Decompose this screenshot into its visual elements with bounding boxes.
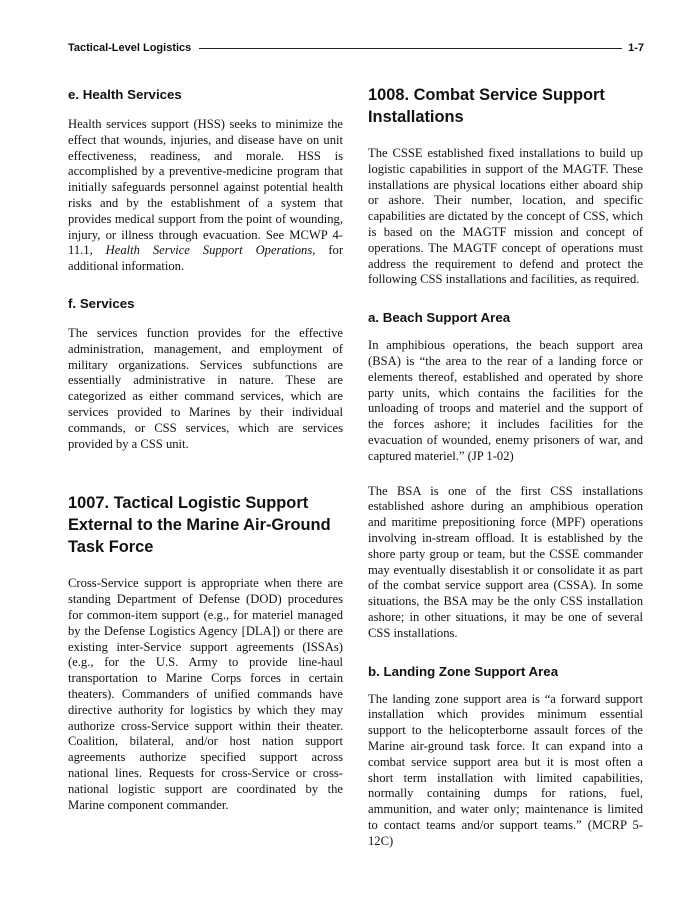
beach-support-area-paragraph-2: The BSA is one of the first CSS installations established ashore during an amphibious operation and maritime prepositioning force (MPF) operations involving in-stream offload. It is established by the shore party group or team, but the CSSE commander may eventually disestablish it or consolidate it as part of the combat service support area (CSSA). In some situations, the BSA may be the only CSS installation ashore; in other situations, it may be one of several CSS installations. — [368, 483, 643, 640]
right-column — [368, 84, 643, 849]
landing-zone-support-area-paragraph: The landing zone support area is “a forward support installation which provides minimum essential support to the helicopterborne assault forces of the Marine air-ground task force. It can expand into a combat service support area but it is most often a short term installation with limited capabilities, normally containing dumps for rations, fuel, ammunition, and water only; maintenance is limited to contact teams and/or support teams.” (MCRP 5-12C) — [368, 691, 643, 848]
header-title: Tactical-Level Logistics — [68, 42, 192, 54]
page-number: 1-7 — [628, 42, 644, 54]
left-column — [68, 84, 343, 813]
landing-zone-support-area-heading: b. Landing Zone Support Area — [368, 663, 559, 679]
section-1008-paragraph: The CSSE established fixed installations to build up logistic capabilities in support of the MAGTF. These installations are physical locations either aboard ship or ashore. Their number, location, and specific capabilities are dictated by the concept of CSS, which is based on the MAGTF mission and concept of operations. The MAGTF concept of operations must address the requirement to defend and protect the following CSS installations and facilities, as required. — [368, 146, 643, 287]
section-1007-heading: 1007. Tactical Logistic Support External to the Marine Air-Ground Task Force — [68, 494, 331, 557]
header-rule — [199, 48, 622, 49]
section-1007-paragraph: Cross-Service support is appropriate when there are standing Department of Defense (DOD) procedures for common-item support (e.g., for materiel managed by the Defense Logistics Agency [DLA]) or there are existing inter-Service support agreements (ISSAs) (e.g., for the U.S. Army to provide line-haul transportation to Marine Corps forces in certain theaters). Commanders of unified commands have directive authority for logistics by which they may authorize cross-Service support within their theater. Coalition, bilateral, and/or host nation support agreements authorize specified support across national lines. Requests for cross-Service or cross-national logistic support are coordinated by the Marine component commander. — [68, 576, 343, 812]
beach-support-area-heading: a. Beach Support Area — [368, 310, 511, 326]
health-services-paragraph — [68, 117, 343, 275]
section-1008-heading: 1008. Combat Service Support Installations — [368, 86, 605, 126]
health-services-text: Health services support (HSS) seeks to minimize the effect that wounds, injuries, and disease have on unit effectiveness, readiness, and morale. HSS is accomplished by a preventive-medicine program that initially safeguards personnel against potential health risks and by the establishment of a system that provides medical support from the point of wounding, injury, or illness through evacuation. See MCWP 4-11.1, — [68, 117, 343, 258]
running-header — [68, 40, 644, 56]
services-paragraph: The services function provides for the effective administration, management, and employment of military organizations. Services subfunctions are essentially administrative in nature. These are categorized as either command services, which are services provided to Marines by their individual commands, or CSS services, which are services provided by a CSS unit. — [68, 325, 343, 451]
beach-support-area-paragraph-1: In amphibious operations, the beach support area (BSA) is “the area to the rear of a landing force or elements thereof, established and operated by shore party units, which contains the facilities for the unloading of troops and materiel and the support of the forces ashore; it includes facilities for the evacuation of wounded, enemy prisoners of war, and captured materiel.” (JP 1-02) — [368, 338, 643, 463]
health-services-reference: Health Service Support Operations — [105, 243, 313, 258]
health-services-text-end: , for additional information. — [68, 243, 344, 274]
services-heading: f. Services — [68, 295, 135, 311]
health-services-heading: e. Health Services — [68, 87, 182, 102]
